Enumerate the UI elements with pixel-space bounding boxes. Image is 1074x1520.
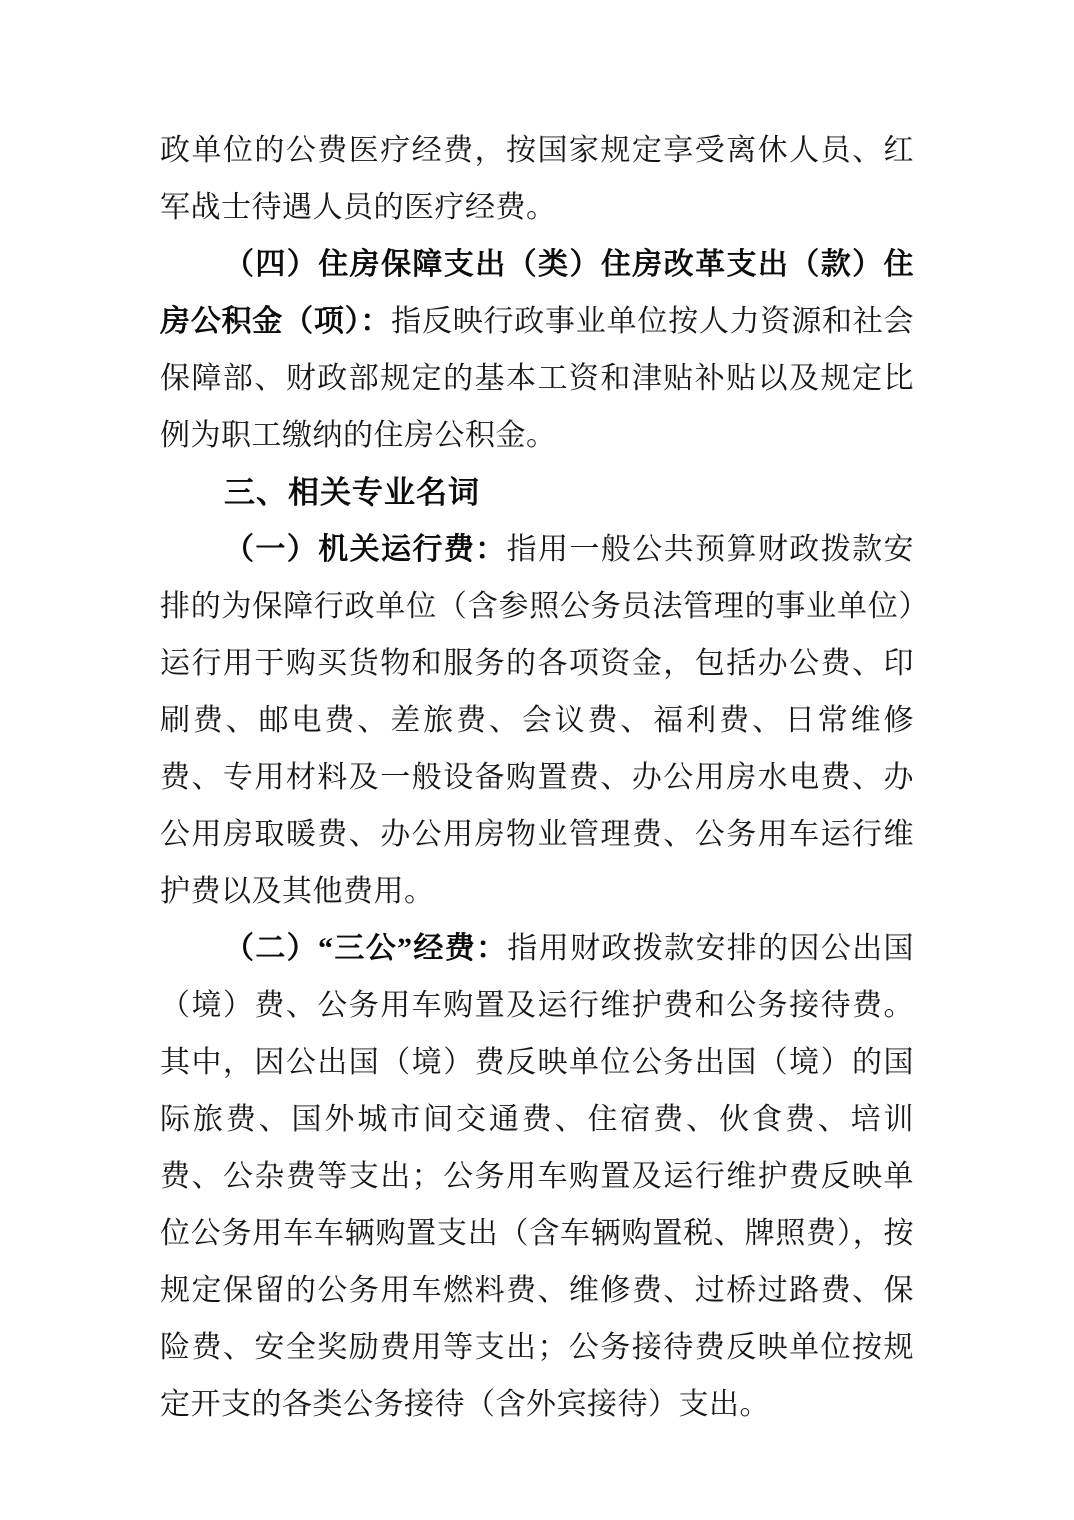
paragraph bbox=[160, 920, 914, 1433]
paragraph bbox=[160, 122, 914, 236]
bold-text-run: 三、相关专业名词 bbox=[224, 475, 480, 510]
text-run: 指反映行政事业单位按人力资源和社会保障部、财政部规定的基本工资和津贴补贴以及规定比例为职工缴纳的住房公积金。 bbox=[160, 305, 915, 452]
text-run: 指用一般公共预算财政拨款安排的为保障行政单位（含参照公务员法管理的事业单位）运行用于购买货物和服务的各项资金，包括办公费、印刷费、邮电费、差旅费、会议费、福利费、日常维修费、专用材料及一般设备购置费、办公用房水电费、办公用房取暖费、办公用房物业管理费、公务用车运行维护费以及其他费用。 bbox=[160, 533, 915, 908]
bold-text-run: （四）住房保障支出（类）住房改革支出（款）住房公积金（项）： bbox=[160, 248, 914, 338]
text-run: 政单位的公费医疗经费，按国家规定享受离休人员、红军战士待遇人员的医疗经费。 bbox=[160, 134, 914, 224]
document-content bbox=[160, 122, 914, 1433]
paragraph bbox=[160, 521, 914, 920]
bold-text-run: （二）“三公”经费： bbox=[224, 932, 508, 965]
paragraph bbox=[160, 236, 914, 464]
section-heading bbox=[160, 464, 914, 521]
text-run: 指用财政拨款安排的因公出国（境）费、公务用车购置及运行维护费和公务接待费。其中，因公出国（境）费反映单位公务出国（境）的国际旅费、国外城市间交通费、住宿费、伙食费、培训费、公杂费等支出；公务用车购置及运行维护费反映单位公务用车车辆购置支出（含车辆购置税、牌照费），按规定保留的公务用车燃料费、维修费、过桥过路费、保险费、安全奖励费用等支出；公务接待费反映单位按规定开支的各类公务接待（含外宾接待）支出。 bbox=[160, 932, 915, 1421]
bold-text-run: （一）机关运行费： bbox=[224, 533, 507, 566]
